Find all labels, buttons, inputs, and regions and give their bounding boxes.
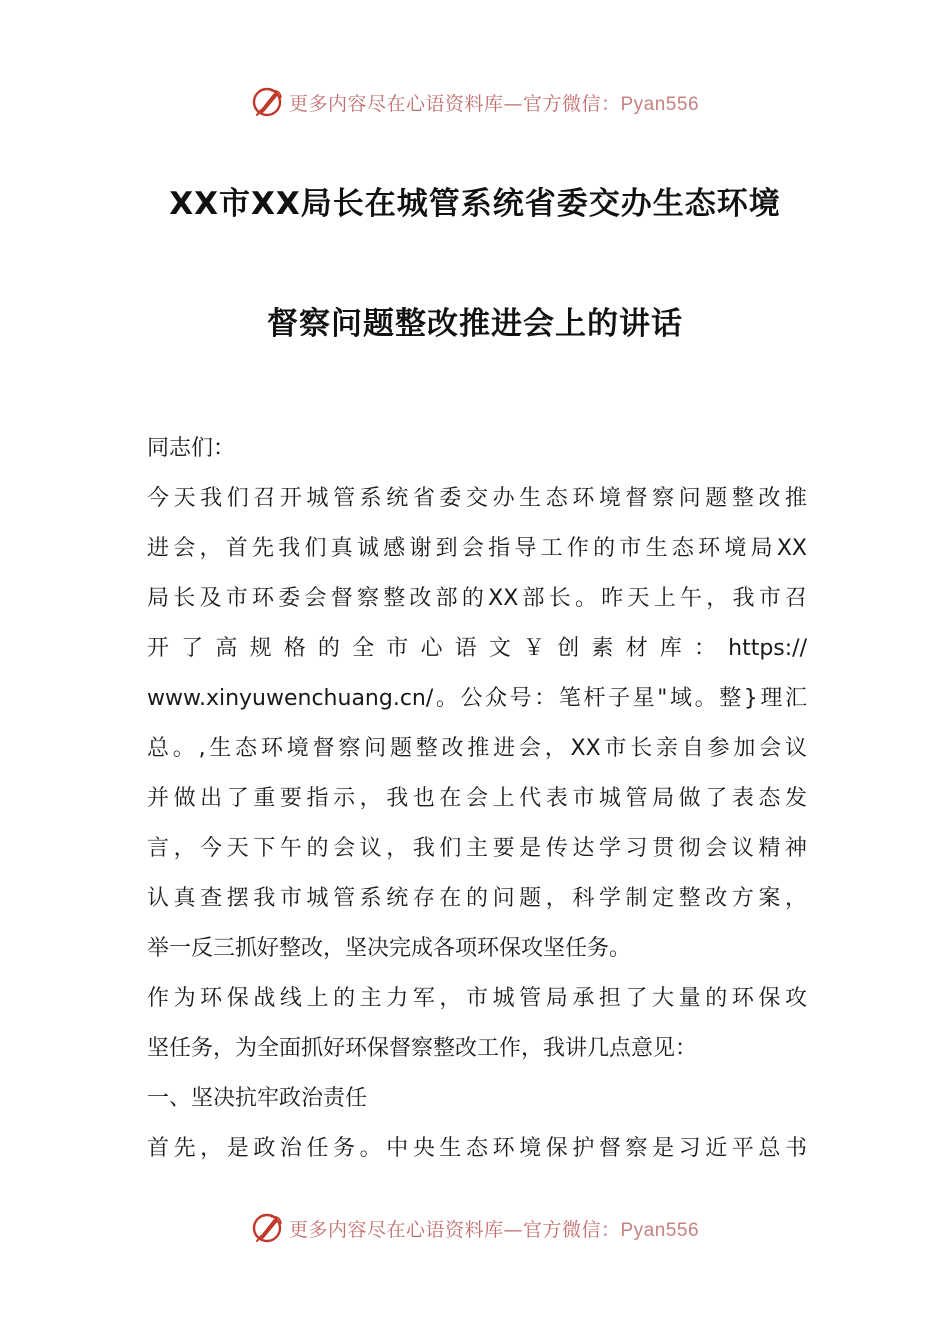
watermark-label: 更多内容尽在心语资料库—官方微信： xyxy=(288,1218,621,1241)
watermark-wechat-id: Pyan556 xyxy=(620,93,700,115)
body-line: 总。,生态环境督察问题整改推进会，XX市长亲自参加会议 xyxy=(147,736,807,761)
body-line: 同志们： xyxy=(147,436,236,461)
document-title-line-1: XX市XX局长在城管系统省委交办生态环境 xyxy=(169,186,781,222)
body-line: www.xinyuwenchuang.cn/。公众号：笔杆子星"域。整}理汇 xyxy=(147,686,807,711)
body-line: 今天我们召开城管系统省委交办生态环境督察问题整改推 xyxy=(147,486,807,511)
watermark-wechat-id: Pyan556 xyxy=(620,1219,700,1241)
body-line: 首先，是政治任务。中央生态环境保护督察是习近平总书 xyxy=(147,1136,807,1161)
document-body xyxy=(147,424,807,1174)
watermark-text xyxy=(289,1215,699,1242)
body-line: 坚任务，为全面抓好环保督察整改工作，我讲几点意见： xyxy=(147,1036,698,1061)
body-line: 开 了 高 规 格 的 全 市 心 语 文 ￥ 创 素 材 库 ： https:// xyxy=(147,636,807,661)
document-title-line-2: 督察问题整改推进会上的讲话 xyxy=(267,306,683,342)
body-line: 认真查摆我市城管系统存在的问题，科学制定整改方案， xyxy=(147,886,807,911)
body-line: 举一反三抓好整改，坚决完成各项环保攻坚任务。 xyxy=(147,936,632,961)
body-line: 并做出了重要指示，我也在会上代表市城管局做了表态发 xyxy=(147,786,807,811)
body-line: 言，今天下午的会议，我们主要是传达学习贯彻会议精神 xyxy=(147,836,807,861)
body-line: 进会，首先我们真诚感谢到会指导工作的市生态环境局XX xyxy=(147,536,807,561)
body-line: 局长及市环委会督察整改部的XX部长。昨天上午，我市召 xyxy=(147,586,807,611)
footer-watermark xyxy=(0,1208,950,1248)
body-line: 作为环保战线上的主力军，市城管局承担了大量的环保攻 xyxy=(147,986,807,1011)
section-heading: 一、坚决抗牢政治责任 xyxy=(147,1086,368,1111)
watermark-text xyxy=(289,89,699,116)
watermark-label: 更多内容尽在心语资料库—官方微信： xyxy=(288,92,621,115)
quill-pen-logo-icon xyxy=(251,85,285,119)
header-watermark xyxy=(0,82,950,122)
quill-pen-logo-icon xyxy=(251,1211,285,1245)
